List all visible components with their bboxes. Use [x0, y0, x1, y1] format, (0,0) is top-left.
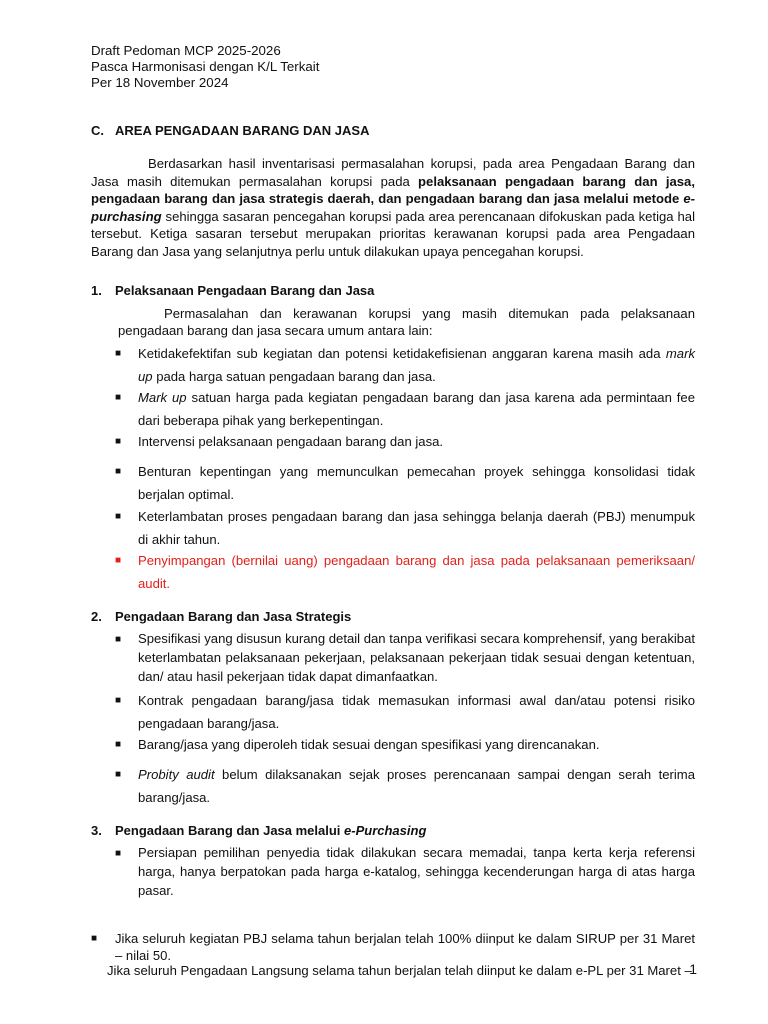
list-item-text: Barang/jasa yang diperoleh tidak sesuai dengan spesifikasi yang direncanakan. [138, 737, 600, 752]
list-item-text: Jika seluruh kegiatan PBJ selama tahun berjalan telah 100% diinput ke dalam SIRUP per 31 Maret – nilai 50. [115, 931, 695, 963]
bullet-square-icon: ■ [91, 933, 98, 944]
subsection-1-intro [118, 305, 695, 339]
bullet-square-icon: ■ [115, 739, 122, 750]
bullet-square-icon: ■ [115, 392, 122, 403]
page-number: 1 [689, 961, 697, 977]
subsection-1-intro-text: Permasalahan dan kerawanan korupsi yang masih ditemukan pada pelaksanaan pengadaan barang dan jasa secara umum antara lain: [118, 306, 695, 338]
header-line-2: Pasca Harmonisasi dengan K/L Terkait [91, 59, 320, 74]
section-title-text: AREA PENGADAAN BARANG DAN JASA [115, 123, 370, 138]
list-item-text: Persiapan pemilihan penyedia tidak dilakukan secara memadai, tanpa kerta kerja referensi harga, hanya berpatokan pada harga e-katalog, sehingga kecenderungan harga di atas harga pasar. [138, 845, 695, 898]
bullet-square-icon: ■ [115, 466, 122, 477]
bullet-square-icon: ■ [115, 348, 122, 359]
footer-line-text: Jika seluruh Pengadaan Langsung selama tahun berjalan telah diinput ke dalam e-PL per 31 Maret – [107, 963, 692, 978]
intro-text-1: Berdasarkan hasil inventarisasi permasalahan korupsi, pada area Pengadaan Barang dan Jasa masih ditemukan permasalahan korupsi pada [91, 156, 695, 189]
document-header [91, 43, 319, 91]
list-item-text: Penyimpangan (bernilai uang) pengadaan barang dan jasa pada pelaksanaan pemeriksaan/ audit. [138, 553, 695, 591]
bullet-square-icon: ■ [115, 769, 122, 780]
subsection-1-number: 1. [91, 283, 102, 298]
intro-bold-text: pelaksanaan pengadaan barang dan jasa, pengadaan barang dan jasa strategis daerah, dan pengadaan barang dan jasa melalui metode [91, 173, 695, 206]
subsection-3-title [91, 823, 426, 838]
intro-bold-italic-text: e-purchasing [91, 191, 695, 224]
list-item-text: Intervensi pelaksanaan pengadaan barang dan jasa. [138, 434, 444, 449]
bullet-square-icon: ■ [115, 511, 122, 522]
subsection-2-title [91, 609, 351, 624]
list-item-text: Kontrak pengadaan barang/jasa tidak memasukan informasi awal dan/atau potensi risiko pengadaan barang/jasa. [138, 693, 695, 731]
subsection-1-title-text: Pelaksanaan Pengadaan Barang dan Jasa [115, 283, 375, 298]
bullet-square-icon: ■ [115, 436, 122, 447]
intro-text-2: sehingga sasaran pencegahan korupsi pada area perencanaan difokuskan pada ketiga hal tersebut. Ketiga sasaran tersebut merupakan prioritas kerawanan korupsi pada area Pengadaan Barang dan Jasa yang selanjutnya perlu untuk dilakukan upaya pencegahan korupsi. [91, 208, 695, 259]
list-item-text: Probity audit belum dilaksanakan sejak proses perencanaan sampai dengan serah terima barang/jasa. [138, 767, 695, 805]
subsection-3-title-italic: e-Purchasing [344, 823, 427, 838]
header-line-3: Per 18 November 2024 [91, 75, 229, 90]
section-title [91, 123, 369, 138]
section-intro-paragraph [91, 155, 695, 260]
subsection-1-title [91, 283, 374, 298]
section-letter: C. [91, 123, 104, 138]
bullet-square-icon: ■ [115, 634, 122, 645]
list-item-text: Keterlambatan proses pengadaan barang dan jasa sehingga belanja daerah (PBJ) menumpuk di akhir tahun. [138, 509, 695, 547]
list-item-text: Benturan kepentingan yang memunculkan pemecahan proyek sehingga konsolidasi tidak berjalan optimal. [138, 464, 695, 502]
list-item-text: Spesifikasi yang disusun kurang detail dan tanpa verifikasi secara komprehensif, yang berakibat keterlambatan pelaksanaan pekerjaan, pelaksanaan pekerjaan tidak sesuai dengan ketentuan, dan/ atau hasil pekerjaan tidak dapat dimanfaatkan. [138, 631, 695, 684]
bullet-square-icon: ■ [115, 555, 122, 566]
bullet-square-icon: ■ [115, 695, 122, 706]
list-item-text: Mark up satuan harga pada kegiatan pengadaan barang dan jasa karena ada permintaan fee dari beberapa pihak yang berkepentingan. [138, 390, 695, 428]
subsection-2-title-text: Pengadaan Barang dan Jasa Strategis [115, 609, 352, 624]
header-line-1: Draft Pedoman MCP 2025-2026 [91, 43, 281, 58]
bullet-square-icon: ■ [115, 848, 122, 859]
footer-line [107, 962, 697, 979]
subsection-2-number: 2. [91, 609, 102, 624]
subsection-3-number: 3. [91, 823, 102, 838]
subsection-3-title-text: Pengadaan Barang dan Jasa melalui [115, 823, 345, 838]
list-item-text: Ketidakefektifan sub kegiatan dan potensi ketidakefisienan anggaran karena masih ada mark up pada harga satuan pengadaan barang dan jasa. [138, 346, 695, 384]
